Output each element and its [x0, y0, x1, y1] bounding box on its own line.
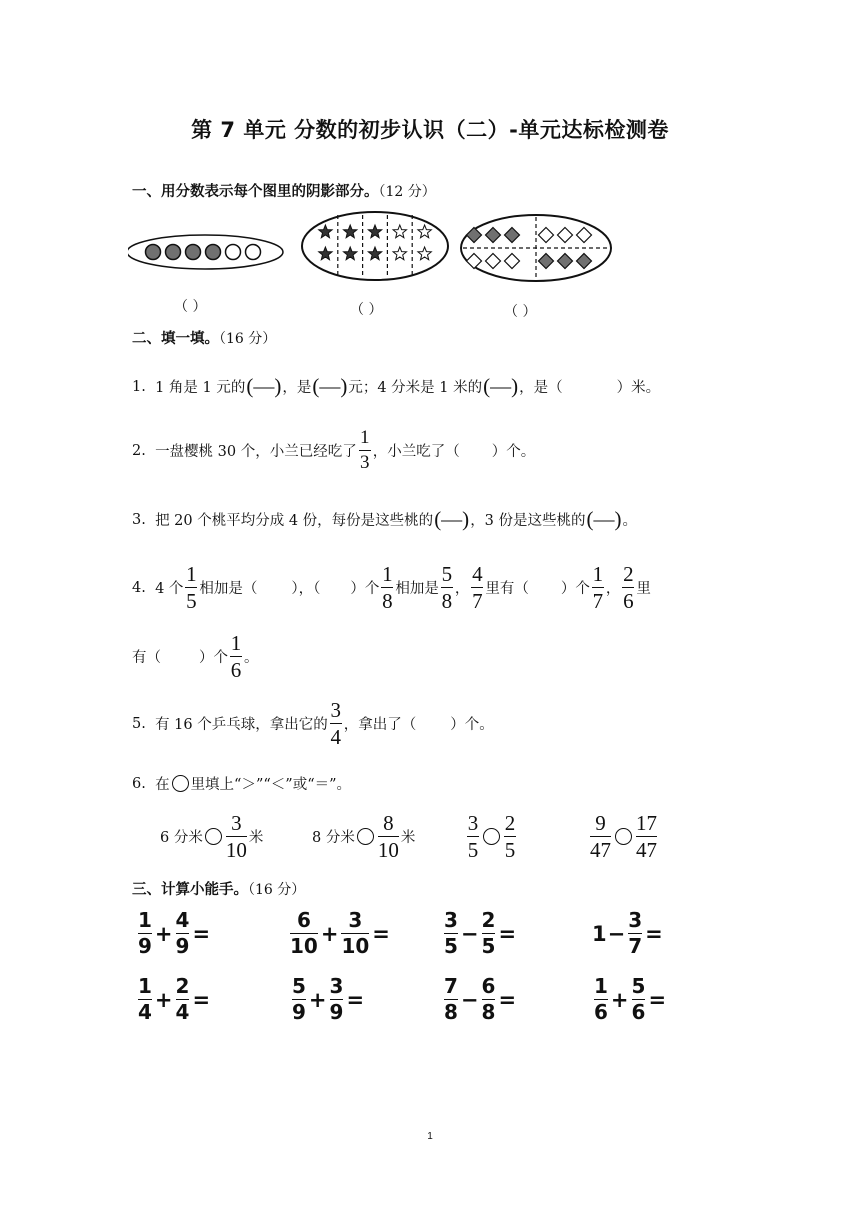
star-icon	[319, 247, 332, 260]
question-text: ）个。	[491, 444, 536, 460]
question-number: 1.	[132, 378, 146, 395]
fraction: $\frac{3}{4}$	[330, 698, 341, 749]
fraction: $\frac{3}{5}$	[467, 811, 479, 862]
question-2-4-continued	[132, 632, 259, 681]
fraction: $\frac{8}{10}$	[377, 811, 399, 862]
question-text: ）个	[560, 581, 590, 597]
calc-1-3: $\frac{3}{5}$ − $\frac{2}{5}$ =	[444, 908, 517, 958]
star-icon	[344, 247, 357, 260]
compare-item-2	[312, 812, 415, 861]
shaded-circle	[146, 245, 161, 260]
question-text: ，是（	[519, 380, 563, 396]
section-1-heading-text: 一、用分数表示每个图里的阴影部分。	[132, 184, 379, 200]
question-text: 有（	[132, 650, 161, 666]
question-text: ）米。	[616, 380, 661, 396]
figure-diamonds	[461, 215, 611, 281]
calc-1-2: $\frac{6}{10}$ + $\frac{3}{10}$ =	[290, 908, 390, 958]
calc-2-2: $\frac{5}{9}$ + $\frac{3}{9}$ =	[292, 974, 365, 1024]
shaded-diamond	[558, 254, 573, 269]
fraction: $\frac{1}{8}$	[382, 562, 393, 613]
empty-diamond	[539, 228, 554, 243]
section-2-points: （16 分）	[219, 331, 277, 347]
fraction: $\frac{5}{8}$	[441, 562, 453, 613]
fraction: $\frac{1}{7}$	[592, 562, 604, 613]
question-number: 5.	[132, 715, 146, 732]
question-2-6	[132, 773, 351, 794]
question-number: 2.	[132, 442, 146, 459]
question-2-1	[132, 374, 660, 399]
question-2-4	[132, 563, 651, 612]
calc-1-1: $\frac{1}{9}$ + $\frac{4}{9}$ =	[138, 908, 211, 958]
question-text: 相加是	[395, 581, 439, 597]
star-icon	[418, 225, 431, 238]
question-text: 。	[622, 513, 638, 529]
fraction: $\frac{3}{10}$	[225, 811, 247, 862]
figure-stars	[302, 212, 448, 280]
fraction: $\frac{9}{47}$	[590, 811, 611, 862]
question-number: 4.	[132, 579, 146, 596]
shaded-diamond	[486, 228, 501, 243]
fraction: $\frac{1}{5}$	[186, 562, 197, 613]
shaded-circle	[166, 245, 181, 260]
fraction-blank[interactable]: (—)	[586, 507, 622, 531]
question-text: 元；4 分米是 1 米的	[348, 380, 483, 396]
empty-circle	[226, 245, 241, 260]
fraction-blank[interactable]: (—)	[434, 507, 470, 531]
star-icon	[344, 225, 357, 238]
fraction: $\frac{4}{7}$	[472, 562, 483, 613]
section-2-heading	[132, 327, 276, 348]
star-icon	[319, 225, 332, 238]
question-text: 1 角是 1 元的	[155, 380, 246, 396]
question-text: 有 16 个乒乓球，拿出它的	[155, 717, 328, 733]
star-icon	[368, 225, 381, 238]
calc-2-4: $\frac{1}{6}$ + $\frac{5}{6}$ =	[594, 974, 667, 1024]
fraction-blank[interactable]: (—)	[312, 374, 348, 398]
empty-diamond	[486, 254, 501, 269]
empty-diamond	[558, 228, 573, 243]
compare-circle[interactable]	[357, 828, 374, 845]
question-text: ），（	[291, 581, 321, 597]
compare-circle[interactable]	[615, 828, 632, 845]
question-text: ，	[454, 581, 470, 597]
section-3-heading	[132, 878, 305, 899]
figure-circles	[128, 235, 283, 269]
answer-blank-1[interactable]: （ ）	[174, 299, 207, 315]
answer-blank-2[interactable]: （ ）	[350, 302, 383, 318]
compare-item-3	[465, 812, 518, 861]
calc-2-3: $\frac{7}{8}$ − $\frac{6}{8}$ =	[444, 974, 517, 1024]
question-number: 6.	[132, 775, 146, 792]
fraction	[359, 428, 371, 473]
question-text: ，3 份是这些桃的	[470, 513, 586, 529]
circle-icon	[172, 775, 189, 792]
section-2-heading-text: 二、填一填。	[132, 331, 219, 347]
star-icon	[393, 247, 406, 260]
question-text: ，是	[282, 380, 312, 396]
question-text: 。	[244, 650, 259, 666]
shaded-diamond	[505, 228, 520, 243]
question-text: ）个。	[450, 717, 494, 733]
question-text: 一盘樱桃 30 个，小兰已经吃了	[155, 444, 357, 460]
question-text: 相加是（	[199, 581, 258, 597]
page-number: 1	[427, 1131, 433, 1142]
section-3-points: （16 分）	[248, 882, 306, 898]
question-text: 里	[636, 581, 651, 597]
compare-item-4	[588, 812, 659, 861]
question-text: ，	[605, 581, 621, 597]
star-icon	[393, 225, 406, 238]
question-text: 把 20 个桃平均分成 4 份，每份是这些桃的	[155, 513, 434, 529]
compare-left: 8 分米	[312, 830, 355, 846]
denominator: 3	[359, 452, 370, 473]
empty-circle	[246, 245, 261, 260]
shaded-diamond	[539, 254, 554, 269]
empty-diamond	[467, 254, 482, 269]
compare-circle[interactable]	[205, 828, 222, 845]
fraction-blank[interactable]: (—)	[246, 374, 282, 398]
question-text: 里有（	[485, 581, 529, 597]
section-1-points: （12 分）	[378, 184, 436, 200]
question-text: ，小兰吃了（	[372, 444, 460, 460]
question-text: ）个	[350, 581, 380, 597]
calc-2-1: $\frac{1}{4}$ + $\frac{2}{4}$ =	[138, 974, 211, 1024]
question-text: 在	[155, 777, 170, 793]
question-text: ，拿出了（	[343, 717, 417, 733]
question-2-3	[132, 507, 637, 532]
unit-text: 米	[400, 830, 416, 846]
shaded-circle	[206, 245, 221, 260]
shaded-diamond	[577, 254, 592, 269]
question-number: 3.	[132, 511, 146, 528]
calc-1-4: 1 − $\frac{3}{7}$ =	[592, 908, 663, 958]
question-text: 4 个	[155, 581, 184, 597]
question-2-2	[132, 428, 535, 473]
empty-diamond	[577, 228, 592, 243]
shaded-diamond	[467, 228, 482, 243]
shaded-circle	[186, 245, 201, 260]
compare-left: 6 分米	[160, 830, 203, 846]
star-icon	[418, 247, 431, 260]
question-2-5	[132, 699, 494, 748]
question-text: ）个	[199, 650, 228, 666]
compare-item-1	[160, 812, 263, 861]
empty-diamond	[505, 254, 520, 269]
compare-circle[interactable]	[483, 828, 500, 845]
fraction-blank[interactable]: (—)	[483, 374, 519, 398]
fraction: $\frac{1}{6}$	[230, 631, 242, 682]
question-text: 里填上“＞”“＜”或“＝”。	[190, 777, 352, 793]
star-icon	[368, 247, 381, 260]
section-1-heading	[132, 180, 436, 201]
numerator: 1	[359, 427, 370, 448]
fraction: $\frac{17}{47}$	[636, 811, 657, 862]
page-title: 第 7 单元 分数的初步认识（二）-单元达标检测卷	[191, 118, 669, 142]
unit-text: 米	[248, 830, 264, 846]
answer-blank-3[interactable]: （ ）	[504, 304, 537, 320]
fraction: $\frac{2}{5}$	[504, 811, 516, 862]
fraction: $\frac{2}{6}$	[623, 562, 634, 613]
section-3-heading-text: 三、计算小能手。	[132, 882, 248, 898]
